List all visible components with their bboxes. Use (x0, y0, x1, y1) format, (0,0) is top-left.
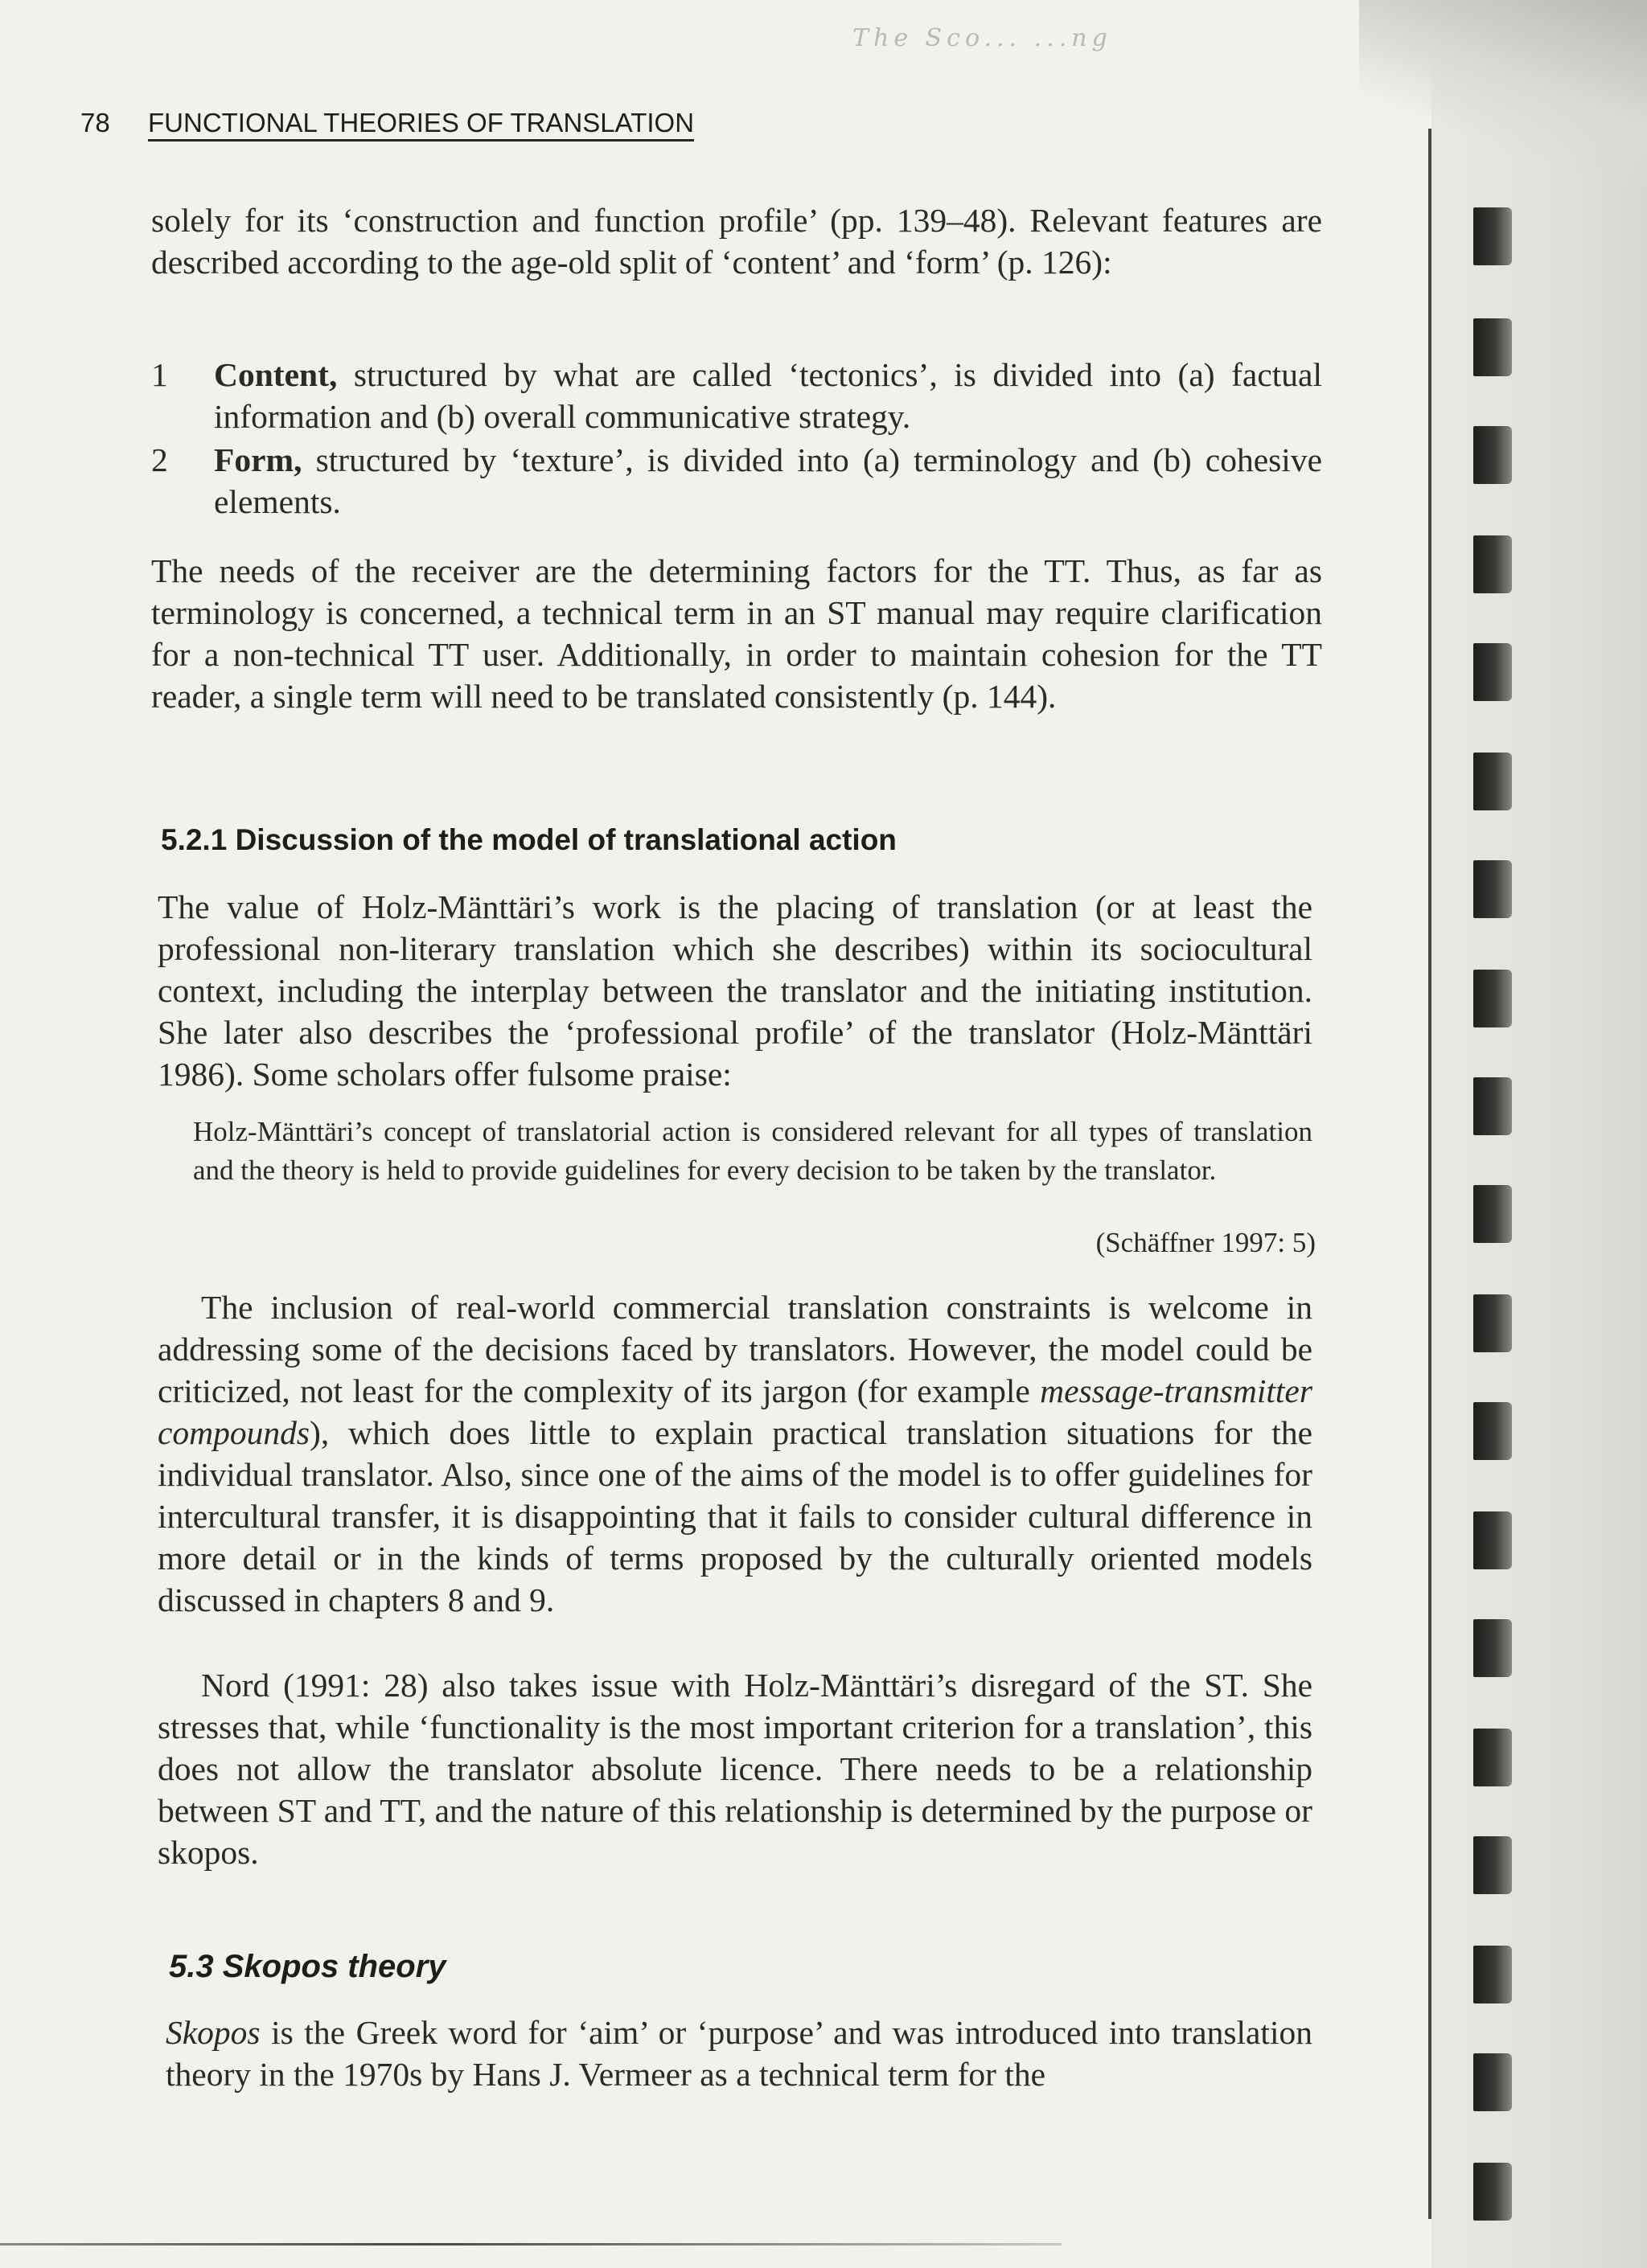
binding-slot (1473, 2163, 1512, 2221)
inclusion-text-a: The inclusion of real-world commercial translation constraints is welcome in addressing some of the decisions faced by translators. However, the model could be criticized, not least for the complexity of its jargon (for example (158, 1289, 1312, 1409)
binding-slot (1473, 643, 1512, 701)
paragraph-skopos (166, 2012, 1312, 2095)
page-number: 78 (80, 108, 110, 137)
handwritten-note: The Sco... ...ng (852, 24, 1112, 52)
binding-slot (1473, 1946, 1512, 2003)
running-title: FUNCTIONAL THEORIES OF TRANSLATION (148, 108, 694, 141)
binding-slot (1473, 1729, 1512, 1786)
list-number: 2 (151, 441, 168, 478)
binding-slot (1473, 2053, 1512, 2111)
binding-slot (1473, 1402, 1512, 1460)
list-number: 1 (151, 356, 168, 393)
skopos-term: Skopos (166, 2014, 261, 2051)
list-text: structured by ‘texture’, is divided into (a) terminology and (b) cohesive elements. (214, 441, 1322, 520)
binding-slot (1473, 1077, 1512, 1135)
binding-slot (1473, 207, 1512, 265)
binding-slot (1473, 426, 1512, 484)
block-quote: Holz-Mänttäri’s concept of translatorial action is considered relevant for all types of translation and the theory is held to provide guidelines for every decision to be taken by the translator. (193, 1116, 1312, 1186)
section-heading-5-2-1: 5.2.1 Discussion of the model of translational action (161, 823, 897, 856)
binding-slot (1473, 753, 1512, 810)
binding-slot (1473, 1836, 1512, 1894)
paragraph-value: The value of Holz-Mänttäri’s work is the placing of translation (or at least the professional non-literary translation which she describes) within its sociocultural context, including the interplay between the translator and the initiating institution. She later also describes the ‘professional profile’ of the translator (Holz-Mänttäri 1986). Some scholars offer fulsome praise: (158, 888, 1312, 1093)
book-spine (1431, 0, 1647, 2268)
binding-slot (1473, 1511, 1512, 1569)
binding-slot (1473, 535, 1512, 593)
paragraph-nord: Nord (1991: 28) also takes issue with Holz-Mänttäri’s disregard of the ST. She stresses that, while ‘functionality is the most important criterion for a translation’, this does not allow the translator absolute licence. There needs to be a relationship between ST and TT, and the nature of this relationship is determined by the purpose or skopos. (158, 1667, 1313, 1871)
numbered-list (151, 354, 1322, 524)
page-edge-shadow (1428, 129, 1431, 2219)
paragraph-intro: solely for its ‘construction and function profile’ (pp. 139–48). Relevant features are described according to the age-old split of ‘content’ and ‘form’ (p. 126): (151, 202, 1322, 281)
quote-citation: (Schäffner 1997: 5) (1095, 1227, 1316, 1258)
paragraph-inclusion (158, 1286, 1312, 1621)
skopos-text: is the Greek word for ‘aim’ or ‘purpose’ and was introduced into translation theory in the 1970s by Hans J. Vermeer as a technical term for the (166, 2014, 1312, 2093)
binding-slot (1473, 970, 1512, 1027)
list-text: structured by what are called ‘tectonics’, is divided into (a) factual information and (b) overall communicative strategy. (214, 356, 1322, 435)
list-term: Form, (214, 441, 302, 478)
binding-slot (1473, 1619, 1512, 1677)
paragraph-needs: The needs of the receiver are the determining factors for the TT. Thus, as far as terminology is concerned, a technical term in an ST manual may require clarification for a non-technical TT user. Additionally, in order to maintain cohesion for the TT reader, a single term will need to be translated consistently (p. 144). (151, 552, 1322, 715)
running-head (80, 108, 694, 138)
inclusion-text-b: ), which does little to explain practical translation situations for the individual translator. Also, since one of the aims of the model is to offer guidelines for intercultural transfer, it is disappointing that it fails to consider cultural difference in more detail or in the kinds of terms proposed by the culturally oriented models discussed in chapters 8 and 9. (158, 1414, 1312, 1618)
inclusion-emphasis: message-transmitter compounds (158, 1372, 1312, 1451)
list-item (151, 354, 1322, 437)
binding-slot (1473, 1185, 1512, 1243)
binding-slot (1473, 1294, 1512, 1352)
list-item (151, 439, 1322, 523)
binding-slot (1473, 860, 1512, 918)
section-heading-5-3: 5.3 Skopos theory (169, 1949, 446, 1984)
binding-slot (1473, 318, 1512, 376)
list-term: Content, (214, 356, 338, 393)
bottom-edge-shadow (0, 2243, 1062, 2245)
